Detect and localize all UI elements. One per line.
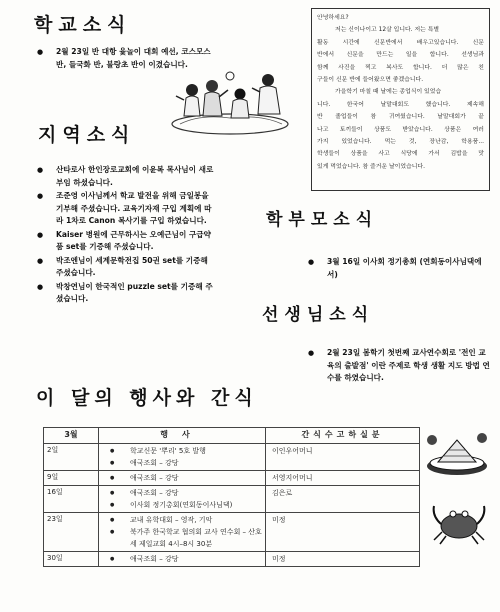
header-month: 3월 (44, 428, 99, 444)
event-item: ● 교내 유학대회 – 영작, 기악 (102, 514, 262, 526)
header-notes: 간식수고하실분 (266, 428, 420, 444)
letter-line: 나고 토끼들이 상품도 받았습니다. 상품은 여러 (317, 126, 484, 133)
table-row (44, 444, 420, 471)
crab-illustration (428, 496, 490, 546)
snack-volunteer: 이인우어머니 (266, 444, 420, 471)
event-item: ● 애국조회 – 강당 (102, 553, 262, 565)
event-date: 30일 (44, 552, 99, 567)
student-letter (311, 8, 490, 191)
snack-volunteer: 서영지어머니 (266, 471, 420, 486)
list-item: ● Kaiser 병원에 근무하시는 오예근님이 구급약품 set를 기증해 주셨습니다. (34, 229, 216, 254)
event-date: 2일 (44, 444, 99, 471)
school-news-title: 학교소식 (34, 14, 132, 36)
parents-news-title: 학부모소식 (266, 210, 379, 230)
event-date: 23일 (44, 513, 99, 552)
letter-line: 반에서 신문을 만드는 일을 합니다. 선생님과 (317, 52, 484, 59)
letter-line: 반 졸업들이 참 귀여웠습니다. 날말대회가 끝 (317, 114, 484, 121)
events-title: 이 달의 행사와 간식 (36, 387, 258, 409)
picnic-illustration (170, 66, 290, 136)
events-table (43, 427, 420, 567)
header-events: 행사 (99, 428, 266, 444)
letter-greeting: 안녕하세요? (317, 15, 349, 21)
snack-volunteer: 미정 (266, 513, 420, 552)
letter-line: 구들이 신문 반에 들어왔으면 좋겠습니다. (317, 77, 424, 84)
letter-line: 가지 있었습니다. 먹는 것, 장난감, 학용품... (317, 139, 484, 146)
food-bowl-illustration (424, 430, 490, 478)
table-row (44, 552, 420, 567)
local-news-title: 지역소식 (38, 124, 136, 146)
letter-line: 활동 시간에 신문반에서 배우고있습니다. 신문 (317, 39, 484, 46)
snack-volunteer: 김은로 (266, 486, 420, 513)
list-item: ● 산타로사 한인장로교회에 이윤복 목사님이 새로 부임 하셨습니다. (34, 164, 216, 189)
event-item: ● 학교신문 '뿌리' 5호 발행 (102, 445, 262, 457)
table-row (44, 471, 420, 486)
event-item: ● 애국조회 – 강당 (102, 487, 262, 499)
event-item: ● 이사회 정기총회(연회동이사님댁) (102, 499, 262, 511)
letter-line: 가을학기 마칠 때 날에는 종업식이 있었습 (335, 89, 442, 96)
list-item: ● 2월 23일 봄학기 첫번째 교사연수회로 '전인 교육의 출발점' 이란 주제로 학생 생활 지도 방법 연수를 하였습니다. (305, 347, 490, 385)
list-item: ● 박창연님이 한국적인 puzzle set를 기증해 주셨습니다. (34, 281, 216, 306)
parents-news-list (305, 256, 485, 282)
teachers-news-title: 선생님소식 (262, 305, 375, 325)
table-header-row (44, 428, 420, 444)
table-row (44, 513, 420, 552)
event-item: ● 애국조회 – 강당 (102, 457, 262, 469)
event-item: ● 애국조회 – 강당 (102, 472, 262, 484)
letter-line: 함께 사진을 찍고 복사도 합니다. 더 많은 친 (317, 64, 484, 71)
table-row (44, 486, 420, 513)
teachers-news-list (305, 347, 490, 386)
list-item: ● 3월 16일 이사회 정기총회 (연회동이사님댁에서) (305, 256, 485, 281)
letter-line: 니다. 한국어 날말대회도 했습니다. 제속해 (317, 101, 484, 108)
list-item: ● 조준영 이사님께서 학교 발전을 위해 금일봉을 기부해 주셨습니다. 교육기자재 구입 계획에 따라 1차로 Canon 복사기를 구입 하였습니다. (34, 190, 216, 228)
letter-line: 학생들이 상품을 사고 식당에 가서 김밥을 맛 (317, 151, 484, 158)
letter-line: 있게 먹었습니다. 참 즐거운 날이었습니다. (317, 163, 425, 170)
event-date: 16일 (44, 486, 99, 513)
list-item: ● 박조엔님이 세계문학전집 50권 set를 기증해 주셨습니다. (34, 255, 216, 280)
snack-volunteer: 미정 (266, 552, 420, 567)
letter-line: 저는 신이나이고 12살 입니다. 저는 특별 (335, 27, 440, 34)
local-news-list (34, 164, 216, 307)
event-date: 9일 (44, 471, 99, 486)
list-item: ● 2월 23일 반 대항 윷놀이 대회 예선, 코스모스 반, 들국화 반, 불랑초 반이 이겼습니다. (34, 46, 214, 71)
event-item: ● 북가주 한국학교 협의회 교사 연수회 – 산호세 제일교회 4시–8시 30분 (102, 526, 262, 550)
